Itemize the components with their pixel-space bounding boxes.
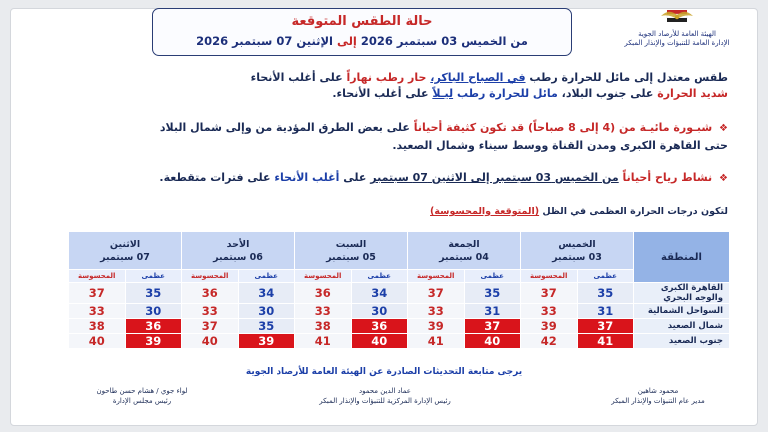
max-label: عظمى <box>125 270 182 283</box>
wind-d: أغلب الأنحاء <box>274 171 340 184</box>
felt-temp-cell: 38 <box>295 319 352 334</box>
fog-c: حتى القاهرة الكبرى ومدن القناة ووسط سيناء وشمال الصعيد. <box>392 139 728 152</box>
table-row <box>69 334 730 349</box>
max-label: عظمى <box>238 270 295 283</box>
period-start: من الخميس 03 سبتمبر 2026 <box>360 34 528 48</box>
max-temp-cell: 39 <box>125 334 182 349</box>
day-header <box>295 232 408 270</box>
day-name: الأحد <box>226 238 250 250</box>
felt-temp-cell: 40 <box>182 334 239 349</box>
felt-label: المحسوسة <box>408 270 465 283</box>
p2-e: على أغلب الأنحاء. <box>332 87 429 100</box>
felt-temp-cell: 37 <box>408 283 465 304</box>
day-header <box>182 232 295 270</box>
diamond-bullet-icon: ❖ <box>719 173 728 184</box>
period-end: الإثنين 07 سبتمبر 2026 <box>196 34 333 48</box>
max-temp-cell: 35 <box>577 283 634 304</box>
signature-block <box>280 386 490 406</box>
region-cell: القاهرة الكبرى والوجه البحري <box>634 283 730 304</box>
temperature-table <box>68 231 730 349</box>
day-header <box>521 232 634 270</box>
region-cell: شمال الصعيد <box>634 319 730 334</box>
felt-temp-cell: 37 <box>521 283 578 304</box>
max-temp-cell: 35 <box>238 319 295 334</box>
period-to: إلى <box>336 34 357 48</box>
signature-block <box>568 386 748 406</box>
day-name: الجمعة <box>448 238 480 250</box>
title-box <box>152 8 572 56</box>
felt-temp-cell: 33 <box>521 304 578 319</box>
felt-temp-cell: 36 <box>295 283 352 304</box>
signature-block <box>62 386 222 406</box>
max-temp-cell: 31 <box>464 304 521 319</box>
max-temp-cell: 30 <box>351 304 408 319</box>
max-temp-cell: 41 <box>577 334 634 349</box>
day-name: السبت <box>335 238 367 250</box>
day-date: 05 سبتمبر <box>326 251 376 263</box>
table-row <box>69 319 730 334</box>
felt-temp-cell: 41 <box>295 334 352 349</box>
diamond-bullet-icon: ❖ <box>719 123 728 134</box>
forecast-line-1 <box>251 70 728 85</box>
fog-warning-line-2 <box>392 138 728 153</box>
p2-a: شديد الحرارة <box>657 87 728 100</box>
felt-label: المحسوسة <box>521 270 578 283</box>
felt-temp-cell: 33 <box>295 304 352 319</box>
wind-e: على فترات متقطعة. <box>159 171 271 184</box>
table-header-row <box>69 232 730 270</box>
day-name: الاثنين <box>109 238 141 250</box>
felt-temp-cell: 33 <box>408 304 465 319</box>
bulletin-title: حالة الطقس المتوقعة <box>291 14 433 29</box>
felt-temp-cell: 33 <box>69 304 126 319</box>
wind-b: من الخميس 03 سبتمبر إلى الاثنين 07 سبتمبر <box>370 171 619 184</box>
max-temp-cell: 36 <box>351 319 408 334</box>
forecast-line-2 <box>332 86 728 101</box>
max-temp-cell: 36 <box>125 319 182 334</box>
day-date: 04 سبتمبر <box>439 251 489 263</box>
felt-temp-cell: 41 <box>408 334 465 349</box>
caption-highlight: (المتوقعة والمحسوسة) <box>430 206 540 217</box>
p2-b: على جنوب البلاد، <box>561 87 654 100</box>
region-cell: السواحل الشمالية <box>634 304 730 319</box>
day-header <box>408 232 521 270</box>
org-logo-block <box>606 6 748 58</box>
signatory-name: محمود شاهين <box>637 387 679 395</box>
max-temp-cell: 30 <box>238 304 295 319</box>
p1-d: على أغلب الأنحاء <box>250 71 343 84</box>
p2-c: مائل للحرارة رطب <box>456 87 558 100</box>
fog-b: على بعض الطرق المؤدية من وإلى شمال البلاد <box>159 121 410 134</box>
signatory-title: مدير عام التنبؤات والإنذار المبكر <box>611 397 705 405</box>
felt-temp-cell: 36 <box>182 283 239 304</box>
felt-label: المحسوسة <box>295 270 352 283</box>
p1-b: في الصباح الباكر، <box>430 71 526 84</box>
felt-temp-cell: 39 <box>521 319 578 334</box>
felt-label: المحسوسة <box>182 270 239 283</box>
region-cell: جنوب الصعيد <box>634 334 730 349</box>
max-temp-cell: 30 <box>125 304 182 319</box>
table-row <box>69 283 730 304</box>
max-temp-cell: 40 <box>464 334 521 349</box>
max-temp-cell: 31 <box>577 304 634 319</box>
table-subheader-row <box>69 270 730 283</box>
felt-temp-cell: 38 <box>69 319 126 334</box>
wind-a: نشاط رياح أحياناً <box>622 171 713 184</box>
max-label: عظمى <box>577 270 634 283</box>
wind-warning-line <box>159 170 728 186</box>
day-date: 03 سبتمبر <box>552 251 602 263</box>
felt-temp-cell: 42 <box>521 334 578 349</box>
max-label: عظمى <box>351 270 408 283</box>
table-row <box>69 304 730 319</box>
max-temp-cell: 34 <box>238 283 295 304</box>
day-date: 06 سبتمبر <box>213 251 263 263</box>
fog-warning-line-1 <box>160 120 728 136</box>
org-line-1: الهيئة العامة للأرصاد الجوية <box>638 30 716 38</box>
felt-temp-cell: 33 <box>182 304 239 319</box>
wind-c: على <box>343 171 367 184</box>
max-temp-cell: 35 <box>464 283 521 304</box>
max-temp-cell: 37 <box>577 319 634 334</box>
felt-temp-cell: 39 <box>408 319 465 334</box>
felt-label: المحسوسة <box>69 270 126 283</box>
region-header: المنطقة <box>634 232 730 283</box>
signatory-name: عماد الدين محمود <box>358 387 411 395</box>
max-temp-cell: 39 <box>238 334 295 349</box>
p1-c: حار رطب نهاراً <box>346 71 427 84</box>
fog-a: شبـورة مائيـة من (4 إلى 8 صباحاً) قد تكون كثيفة أحياناً <box>413 121 713 134</box>
max-temp-cell: 37 <box>464 319 521 334</box>
felt-temp-cell: 40 <box>69 334 126 349</box>
signatory-title: رئيس الإدارة المركزية للتنبؤات والإنذار المبكر <box>319 397 451 405</box>
max-temp-cell: 35 <box>125 283 182 304</box>
org-line-2: الإدارة العامة للتنبؤات والإنذار المبكر <box>624 39 730 47</box>
felt-temp-cell: 37 <box>182 319 239 334</box>
eagle-emblem-icon <box>659 6 695 28</box>
max-label: عظمى <box>464 270 521 283</box>
signatory-name: لواء جوي / هشام حسن طاحون <box>96 387 188 395</box>
day-date: 07 سبتمبر <box>100 251 150 263</box>
max-temp-cell: 40 <box>351 334 408 349</box>
follow-updates-note: يرجى متابعة التحديثات الصادرة عن الهيئة العامة للأرصاد الجوية <box>245 367 523 377</box>
signatory-title: رئيس مجلس الإدارة <box>112 397 172 405</box>
felt-temp-cell: 37 <box>69 283 126 304</box>
max-temp-cell: 34 <box>351 283 408 304</box>
day-name: الخميس <box>558 238 596 250</box>
table-caption <box>430 206 728 217</box>
p2-d: ليـلاً <box>432 87 454 100</box>
org-name <box>606 30 748 48</box>
p1-a: طقس معتدل إلى مائل للحرارة رطب <box>529 71 728 84</box>
caption-text: لتكون درجات الحرارة العظمى في الظل <box>542 206 728 217</box>
bulletin-period <box>153 34 571 48</box>
day-header <box>69 232 182 270</box>
